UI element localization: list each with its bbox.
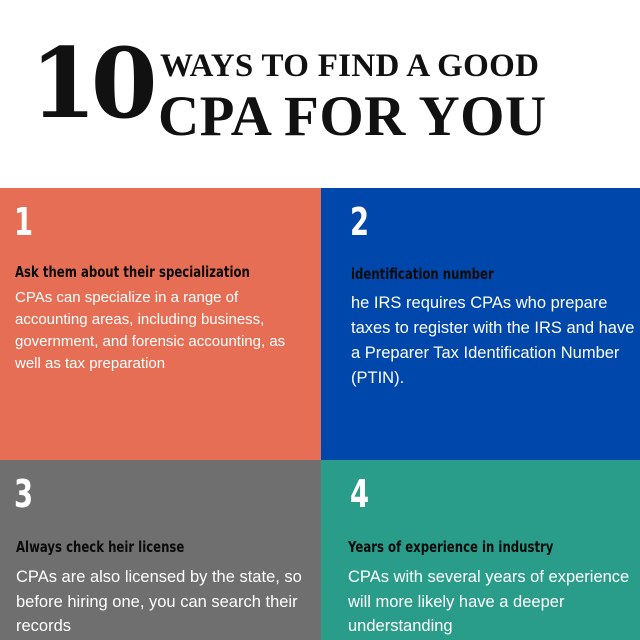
tip-number: 2 xyxy=(350,200,370,244)
tip-card-1 xyxy=(0,188,321,460)
tip-body: CPAs are also licensed by the state, so before hiring one, you can search their records xyxy=(16,568,302,635)
title-line-2: CPA FOR YOU xyxy=(158,85,547,148)
tip-title: Ask them about their specialization xyxy=(15,263,250,281)
tip-title: Years of experience in industry xyxy=(348,538,554,556)
tip-number: 4 xyxy=(350,472,370,516)
tip-number: 1 xyxy=(14,200,34,244)
tip-number: 3 xyxy=(14,472,34,516)
tip-body: CPAs with several years of experience will more likely have a deeper understanding xyxy=(348,568,630,635)
tip-body: CPAs can specialize in a range of accounting areas, including business, government, and forensic accounting, as well as tax preparation xyxy=(15,289,286,372)
tip-card-2 xyxy=(321,188,640,460)
tip-card-4 xyxy=(321,460,640,640)
page-header xyxy=(0,0,640,188)
tip-title: Always check heir license xyxy=(16,538,185,556)
title-number: 10 xyxy=(30,27,152,140)
tip-card-3 xyxy=(0,460,321,640)
title-line-1: WAYS TO FIND A GOOD xyxy=(160,48,540,84)
tip-body: he IRS requires CPAs who prepare taxes to register with the IRS and have a Preparer Tax Identification Number (PTIN). xyxy=(351,294,635,387)
tip-title: identification number xyxy=(351,265,494,283)
